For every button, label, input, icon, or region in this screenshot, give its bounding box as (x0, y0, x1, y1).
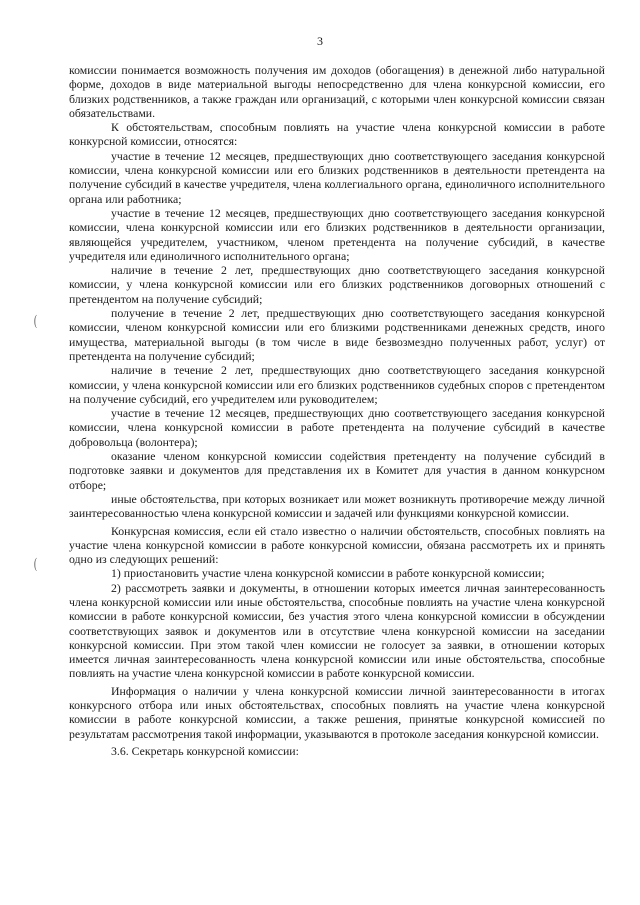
document-body (69, 63, 605, 758)
decision-option-2: 2) рассмотреть заявки и документы, в отношении которых имеется личная заинтересованность члена конкурсной комиссии или иные обстоятельства, способные повлиять на участие члена конкурсной комиссии в работе конкурсной комиссии, без участия этого члена конкурсной комиссии в обсуждении соответствующих заявок и документов или в отсутствие члена конкурсной комиссии на заседании конкурсной комиссии. При этом такой член комиссии не голосует за заявки, в отношении которых имеется личная заинтересованность члена конкурсной комиссии или иные обстоятельства, способные повлиять на участие члена конкурсной комиссии в работе конкурсной комиссии. (69, 580, 605, 681)
page-number: 3 (317, 34, 323, 48)
margin-bracket-mark: ( (34, 556, 37, 572)
paragraph-circumstances-intro: К обстоятельствам, способным повлиять на участие члена конкурсной комиссии в работе конкурсной комиссии, относятся: (69, 120, 605, 149)
paragraph-information-protocol: Информация о наличии у члена конкурсной комиссии личной заинтересованности в итогах конкурсного отбора или иных обстоятельствах, способных повлиять на участие члена конкурсной комиссии в работе конкурсной комиссии, а также решения, принятые конкурсной комиссией по результатам рассмотрения такой информации, указываются в протоколе заседания конкурсной комиссии. (69, 683, 605, 741)
list-item-participation-founder-org: участие в течение 12 месяцев, предшествующих дню соответствующего заседания конкурсной комиссии, члена конкурсной комиссии или его близких родственников в деятельности организации, являющейся учредителем, участником, членом претендента на получение субсидий, в качестве учредителя или единоличного исполнительного органа; (69, 205, 605, 263)
list-item-receiving-funds: получение в течение 2 лет, предшествующих дню соответствующего заседания конкурсной комиссии, членом конкурсной комиссии или его близкими родственниками денежных средств, иного имущества, материальной выгоды (в том числе в виде безвозмездно полученных работ, услуг) от претендента на получение субсидий; (69, 306, 605, 363)
list-item-other-circumstances: иные обстоятельства, при которых возникает или может возникнуть противоречие между личной заинтересованностью члена конкурсной комиссии и задачей или функциями конкурсной комиссии. (69, 491, 605, 521)
list-item-court-disputes: наличие в течение 2 лет, предшествующих дню соответствующего заседания конкурсной комиссии, у члена конкурсной комиссии или его близких родственников судебных споров с претендентом на получение субсидий, его учредителем или руководителем; (69, 363, 605, 406)
margin-bracket-mark: ( (34, 313, 37, 329)
list-item-contract-relations: наличие в течение 2 лет, предшествующих дню соответствующего заседания конкурсной комиссии, у члена конкурсной комиссии или его близких родственников договорных отношений с претендентом на получение субсидий; (69, 263, 605, 306)
list-item-assistance: оказание членом конкурсной комиссии содействия претенденту на получение субсидий в подготовке заявки и документов для представления их в Комитет для участия в данном конкурсном отборе; (69, 449, 605, 492)
list-item-participation-applicant: участие в течение 12 месяцев, предшествующих дню соответствующего заседания конкурсной комиссии, члена конкурсной комиссии или его близких родственников в деятельности претендента на получение субсидий в качестве учредителя, члена коллегиального органа, единоличного исполнительного органа или работника; (69, 148, 605, 206)
section-heading-3-6: 3.6. Секретарь конкурсной комиссии: (111, 743, 299, 758)
paragraph-interest-definition-continued: комиссии понимается возможность получения им доходов (обогащения) в денежной либо натуральной форме, доходов в виде материальной выгоды непосредственно для члена конкурсной комиссии, его близких родственников, а также граждан или организаций, с которыми член конкурсной комиссии связан обязательствами. (69, 63, 605, 120)
paragraph-commission-decision: Конкурсная комиссия, если ей стало известно о наличии обстоятельств, способных повлиять на участие члена конкурсной комиссии в работе конкурсной комиссии, обязана рассмотреть их и принять одно из следующих решений: (69, 523, 605, 567)
list-item-volunteering: участие в течение 12 месяцев, предшествующих дню соответствующего заседания конкурсной комиссии, члена конкурсной комиссии в работе претендента на получение субсидий в качестве добровольца (волонтера); (69, 406, 605, 449)
decision-option-1: 1) приостановить участие члена конкурсной комиссии в работе конкурсной комиссии; (111, 566, 545, 581)
